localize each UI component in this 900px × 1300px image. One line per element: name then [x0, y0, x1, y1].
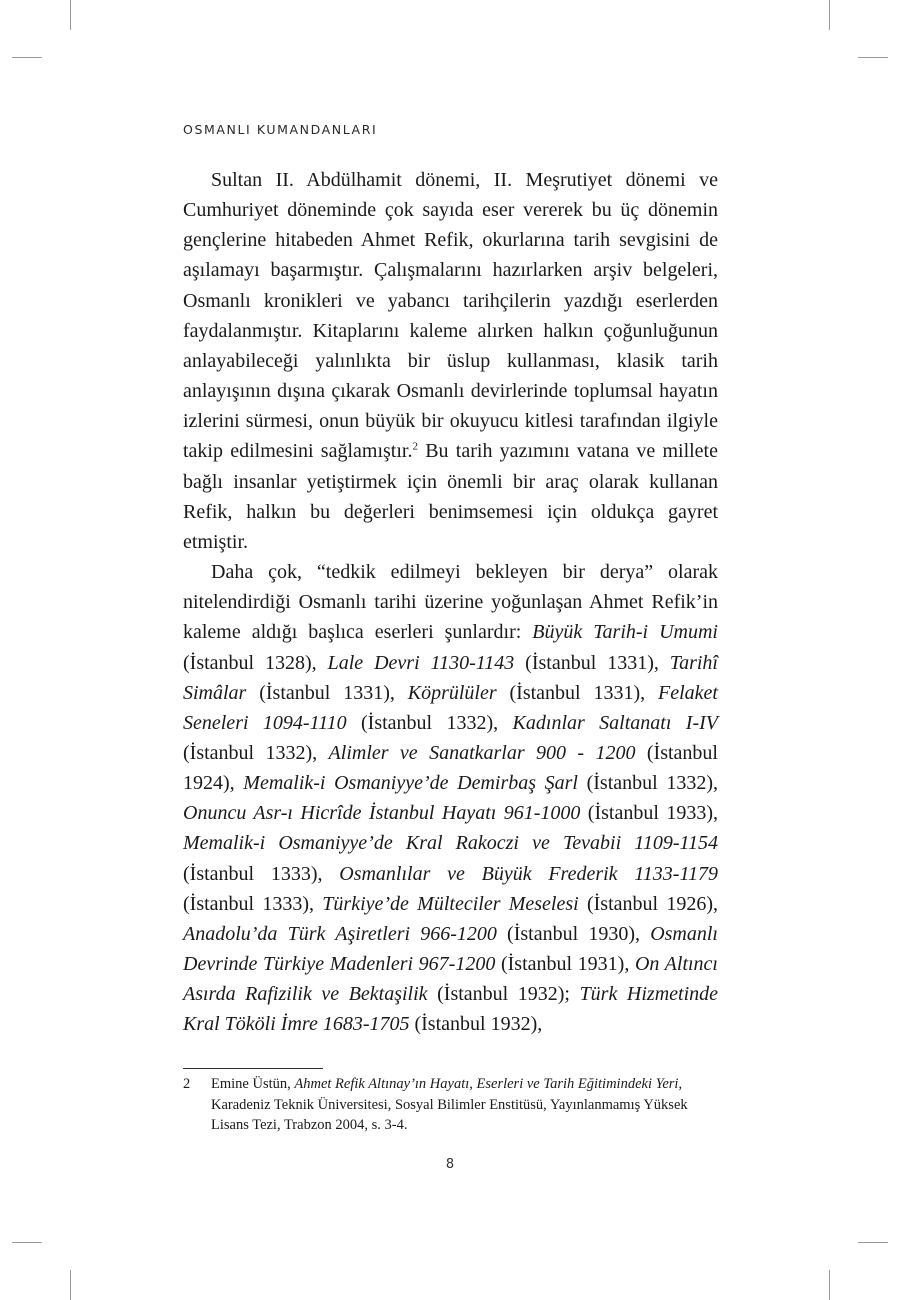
- footnote-title: Ahmet Refik Altınay’ın Hayatı, Eserleri ve Tarih Eğitimindeki Yeri: [294, 1076, 679, 1092]
- work-title: Anadolu’da Türk Aşiretleri 966-1200: [183, 922, 497, 945]
- crop-mark: [12, 1242, 42, 1243]
- work-detail: (İstanbul 1331),: [514, 651, 670, 674]
- work-title: Lale Devri 1130-1143: [327, 651, 515, 674]
- paragraph: [183, 165, 718, 557]
- work-detail: (İstanbul 1932),: [409, 1013, 543, 1036]
- paragraph-text: Daha çok, “tedkik edilmeyi bekleyen bir derya” olarak nitelendirdiği Osmanlı tarihi üzerine yoğunlaşan Ahmet Refik’in kaleme aldığı başlıca eserleri şunlardır:: [183, 561, 718, 644]
- work-detail: (İstanbul 1932);: [427, 983, 580, 1006]
- work-title: Onuncu Asr-ı Hicrîde İstanbul Hayatı 961-1000: [183, 802, 581, 825]
- crop-mark: [858, 1242, 888, 1243]
- work-detail: (İstanbul 1933),: [580, 802, 718, 825]
- crop-mark: [70, 0, 71, 30]
- work-title: Alimler ve Sanatkarlar 900 - 1200: [328, 741, 636, 764]
- footnote: [183, 1074, 718, 1136]
- work-detail: (İstanbul 1926),: [578, 892, 718, 915]
- work-detail: (İstanbul 1332),: [346, 711, 513, 734]
- work-title: Tarihî Simâlar: [183, 651, 718, 704]
- work-detail: (İstanbul 1333),: [183, 892, 323, 915]
- crop-mark: [12, 57, 42, 58]
- paragraph-text: Bu tarih yazımını vatana ve millete bağlı insanlar yetiştirmek için önemli bir araç olarak kullanan Refik, halkın bu değerleri benimsemesi için oldukça gayret etmiştir.: [183, 440, 718, 553]
- crop-mark: [829, 1270, 830, 1300]
- work-detail: (İstanbul 1332),: [183, 741, 329, 764]
- crop-mark: [858, 57, 888, 58]
- work-detail: (İstanbul 1333),: [183, 862, 340, 885]
- crop-mark: [829, 0, 830, 30]
- work-title: Köprülüler: [407, 681, 497, 704]
- footnote-reference[interactable]: 2: [412, 440, 418, 453]
- running-header: OSMANLI KUMANDANLARI: [183, 122, 378, 137]
- work-detail: (İstanbul 1331),: [496, 681, 659, 704]
- page-number: 8: [445, 1157, 455, 1172]
- work-detail: (İstanbul 1924),: [183, 741, 718, 795]
- footnote-rest: , Karadeniz Teknik Üniversitesi, Sosyal Bilimler Enstitüsü, Yayınlanmamış Yüksek Lisans Tezi, Trabzon 2004, s. 3-4.: [211, 1076, 688, 1133]
- footnote-number: 2: [183, 1076, 191, 1092]
- work-title: Büyük Tarih-i Umumi: [532, 621, 718, 644]
- crop-mark: [70, 1270, 71, 1300]
- work-title: Memalik-i Osmaniyye’de Kral Rakoczi ve Tevabii 1109-1154: [183, 832, 718, 855]
- work-title: Türk Hizmetinde Kral Tököli İmre 1683-1705: [183, 983, 718, 1036]
- work-detail: (İstanbul 1328),: [183, 651, 328, 674]
- paragraph: [183, 557, 718, 1040]
- work-title: Memalik-i Osmaniyye’de Demirbaş Şarl: [243, 772, 578, 795]
- paragraph-text: Sultan II. Abdülhamit dönemi, II. Meşrutiyet dönemi ve Cumhuriyet döneminde çok sayıda eser vererek bu üç dönemin gençlerine hitabeden Ahmet Refik, okurlarına tarih sevgisini de aşılamayı başarmıştır. Çalışmalarını hazırlarken arşiv belgeleri, Osmanlı kronikleri ve yabancı tarihçilerin yazdığı eserlerden faydalanmıştır. Kitaplarını kaleme alırken halkın çoğunluğunun anlayabileceği yalınlıkta bir üslup kullanması, klasik tarih anlayışının dışına çıkarak Osmanlı devirlerinde toplumsal hayatın izlerini sürmesi, onun büyük bir okuyucu kitlesi tarafından ilgiyle takip edilmesini sağlamıştır.: [183, 169, 718, 463]
- work-detail: (İstanbul 1930),: [496, 922, 651, 945]
- footnote-author: Emine Üstün,: [211, 1076, 295, 1092]
- work-title: Türkiye’de Mülteciler Meselesi: [322, 892, 579, 915]
- work-detail: (İstanbul 1332),: [577, 772, 718, 795]
- work-title: Felaket Seneleri 1094-1110: [183, 681, 718, 734]
- footnote-divider: [183, 1068, 323, 1069]
- work-detail: (İstanbul 1931),: [495, 953, 635, 976]
- body-text: [183, 165, 718, 1040]
- work-title: On Altıncı Asırda Rafizilik ve Bektaşilik: [183, 953, 718, 1006]
- work-title: Kadınlar Saltanatı I-IV: [512, 711, 718, 734]
- work-title: Osmanlı Devrinde Türkiye Madenleri 967-1200: [183, 922, 718, 976]
- work-title: Osmanlılar ve Büyük Frederik 1133-1179: [339, 862, 718, 885]
- footnote-text: [211, 1074, 718, 1136]
- work-detail: (İstanbul 1331),: [246, 681, 408, 704]
